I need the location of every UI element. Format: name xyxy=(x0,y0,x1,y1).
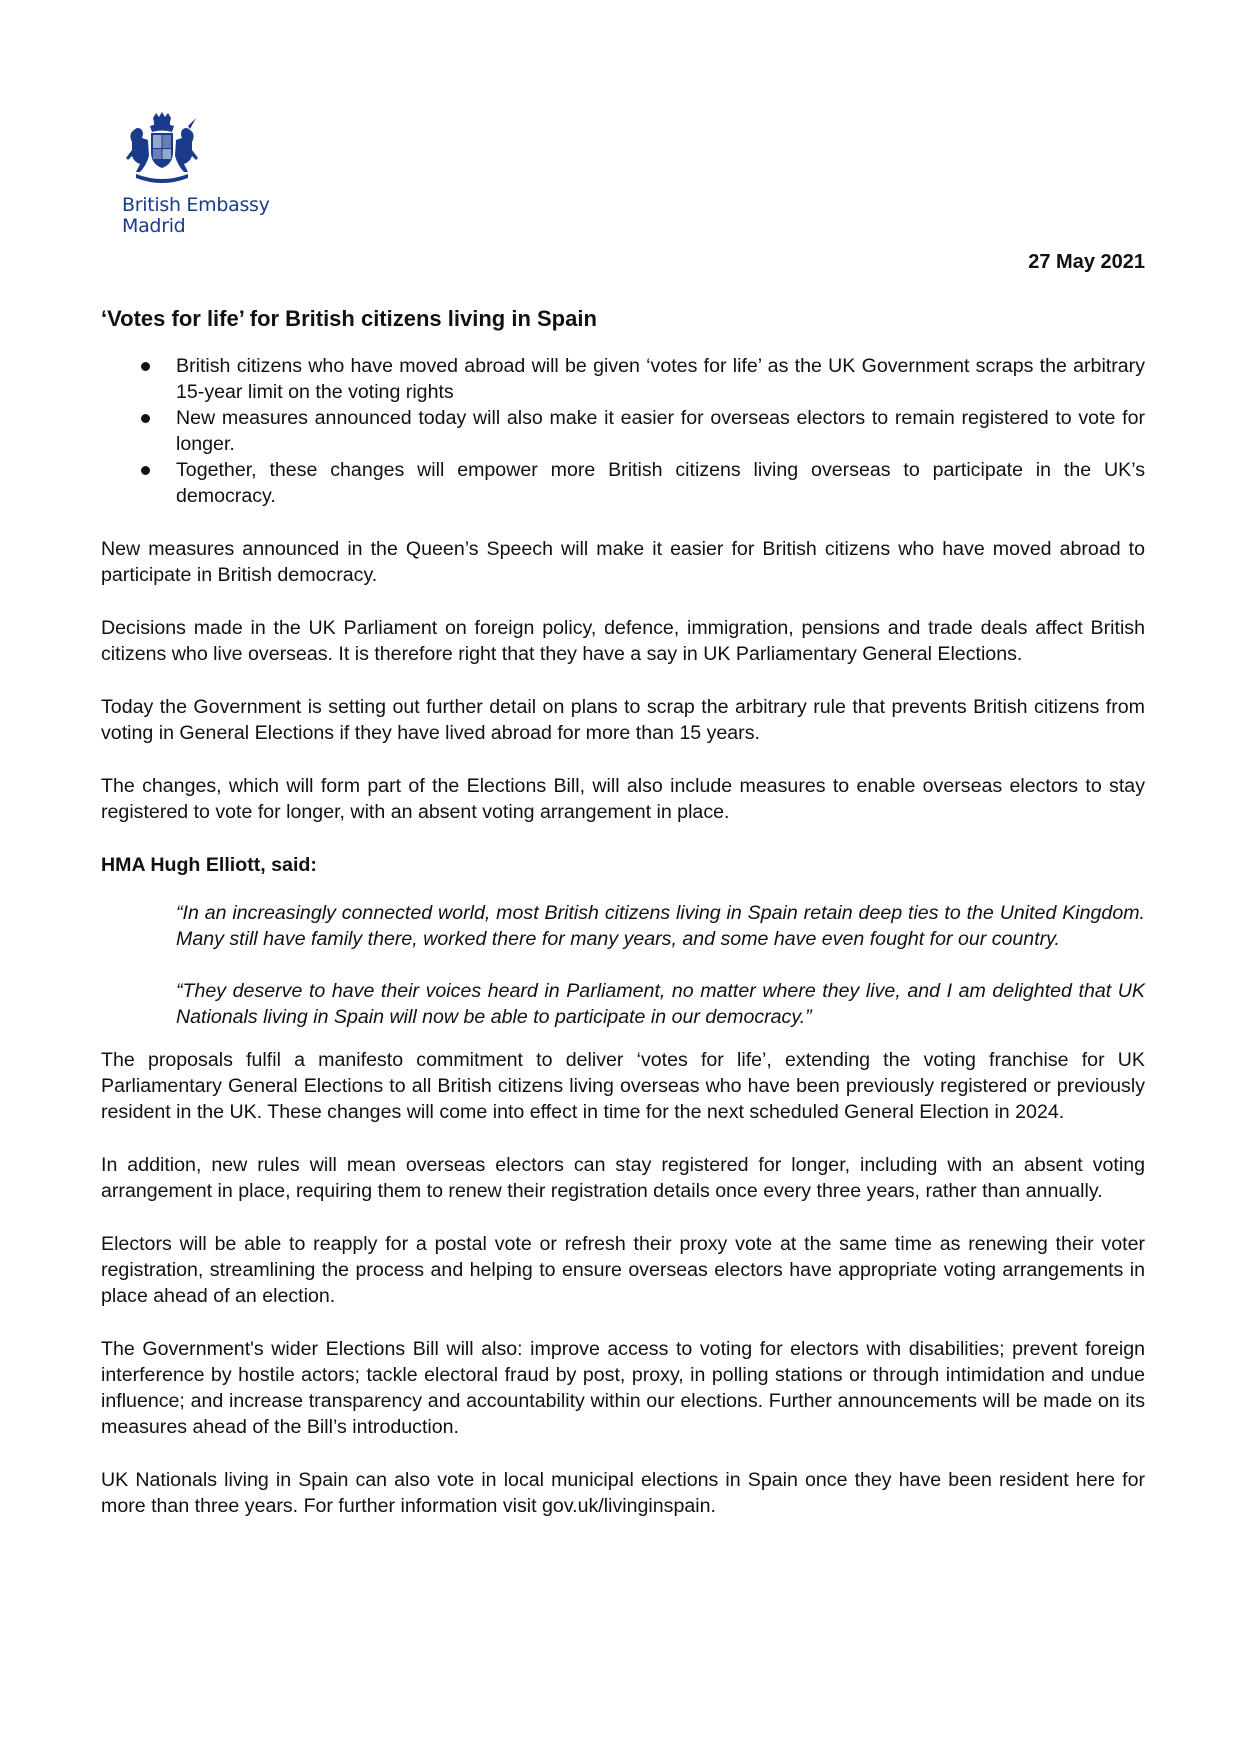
list-item-text: New measures announced today will also make it easier for overseas electors to remain registered to vote for longer. xyxy=(176,407,1145,455)
body-paragraph: The Government's wider Elections Bill will also: improve access to voting for electors with disabilities; prevent foreign interference by hostile actors; tackle electoral fraud by post, proxy, in polling stations or through intimidation and undue influence; and increase transparency and accountability within our elections. Further announcements will be made on its measures ahead of the Bill’s introduction. xyxy=(101,1338,1145,1438)
document-body xyxy=(101,305,1145,1546)
embassy-name-line1: British Embassy xyxy=(122,194,270,216)
bullet-icon xyxy=(141,362,150,371)
quote-paragraph: “They deserve to have their voices heard in Parliament, no matter where they live, and I am delighted that UK Nationals living in Spain will now be able to participate in our democracy.” xyxy=(176,980,1145,1028)
embassy-name-line2: Madrid xyxy=(122,215,186,237)
page-title: ‘Votes for life’ for British citizens living in Spain xyxy=(101,306,597,331)
body-paragraph: Decisions made in the UK Parliament on foreign policy, defence, immigration, pensions and trade deals affect British citizens who live overseas. It is therefore right that they have a say in UK Parliamentary General Elections. xyxy=(101,617,1145,665)
body-paragraph: The proposals fulfil a manifesto commitment to deliver ‘votes for life’, extending the voting franchise for UK Parliamentary General Elections to all British citizens living overseas who have been previously registered or previously resident in the UK. These changes will come into effect in time for the next scheduled General Election in 2024. xyxy=(101,1049,1145,1123)
key-points-list xyxy=(101,353,1145,509)
list-item-text: Together, these changes will empower more British citizens living overseas to participate in the UK’s democracy. xyxy=(176,459,1145,507)
body-paragraph: The changes, which will form part of the Elections Bill, will also include measures to enable overseas electors to stay registered to vote for longer, with an absent voting arrangement in place. xyxy=(101,775,1145,823)
list-item xyxy=(101,353,1145,405)
embassy-name xyxy=(122,195,302,237)
list-item xyxy=(101,405,1145,457)
document-date: 27 May 2021 xyxy=(1028,251,1145,273)
body-paragraph: In addition, new rules will mean overseas electors can stay registered for longer, including with an absent voting arrangement in place, requiring them to renew their registration details once every three years, rather than annually. xyxy=(101,1154,1145,1202)
embassy-logo xyxy=(122,112,302,237)
body-paragraph: New measures announced in the Queen’s Speech will make it easier for British citizens who have moved abroad to participate in British democracy. xyxy=(101,538,1145,586)
body-paragraph: Today the Government is setting out further detail on plans to scrap the arbitrary rule that prevents British citizens from voting in General Elections if they have lived abroad for more than 15 years. xyxy=(101,696,1145,744)
list-item-text: British citizens who have moved abroad will be given ‘votes for life’ as the UK Government scraps the arbitrary 15-year limit on the voting rights xyxy=(176,355,1145,403)
list-item xyxy=(101,457,1145,509)
bullet-icon xyxy=(141,414,150,423)
body-paragraph: UK Nationals living in Spain can also vote in local municipal elections in Spain once they have been resident here for more than three years. For further information visit gov.uk/livinginspain. xyxy=(101,1469,1145,1517)
bullet-icon xyxy=(141,466,150,475)
quote-paragraph: “In an increasingly connected world, most British citizens living in Spain retain deep ties to the United Kingdom. Many still have family there, worked there for many years, and some have even fought for our country. xyxy=(176,902,1145,950)
royal-coat-of-arms-icon xyxy=(122,112,202,184)
body-paragraph: Electors will be able to reapply for a postal vote or refresh their proxy vote at the same time as renewing their voter registration, streamlining the process and helping to ensure overseas electors have appropriate voting arrangements in place ahead of an election. xyxy=(101,1233,1145,1307)
quote-attribution: HMA Hugh Elliott, said: xyxy=(101,854,317,876)
